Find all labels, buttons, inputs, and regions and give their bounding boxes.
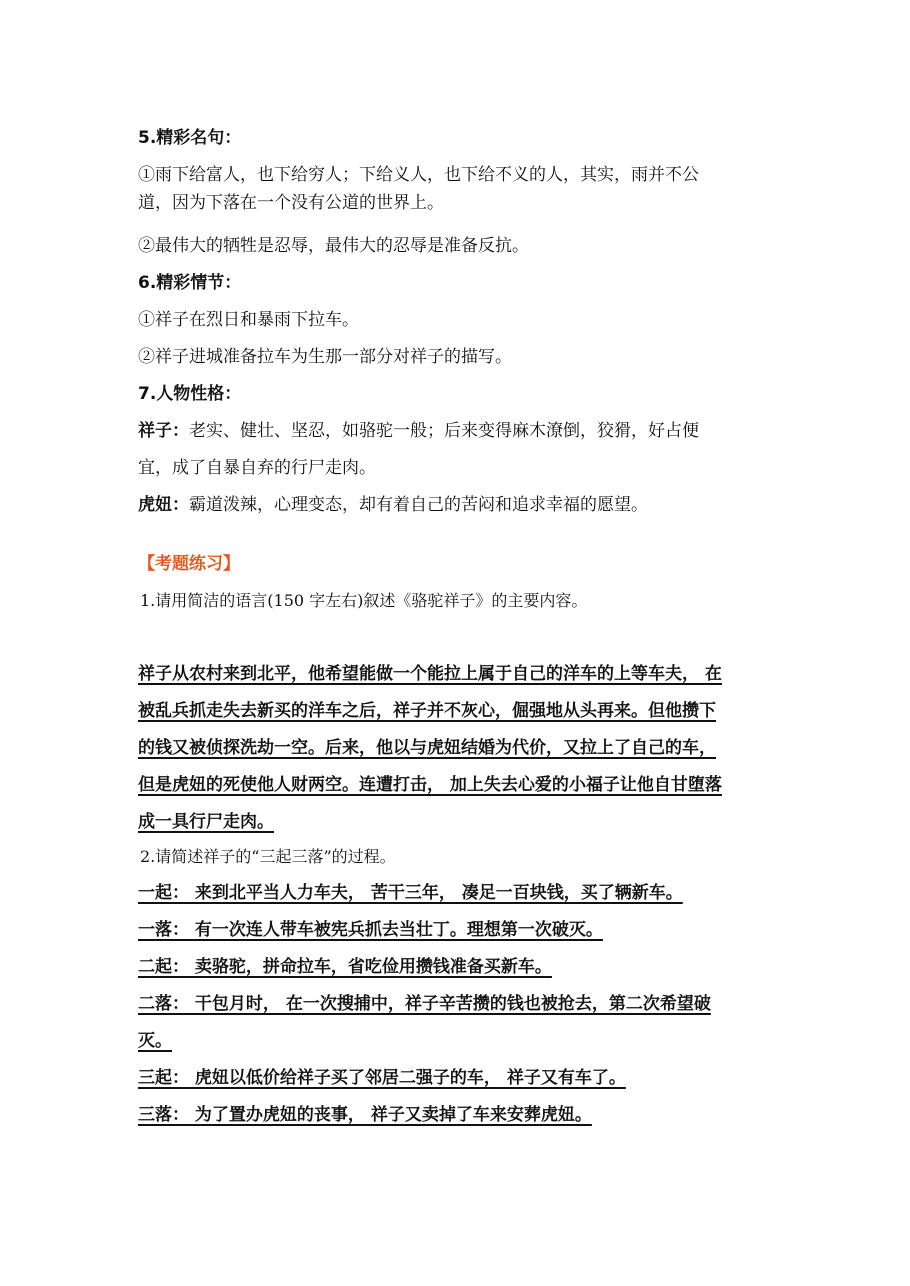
quote-1-line-1: ①雨下给富人，也下给穷人；下给义人，也下给不义的人，其实，雨并不公 [138, 165, 699, 185]
answer-1-line: 成一具行尸走肉。 [138, 812, 274, 832]
answer-2-line: 二起： 卖骆驼，拼命拉车，省吃俭用攒钱准备买新车。 [138, 957, 552, 977]
answer-2-line: 一起： 来到北平当人力车夫， 苦干三年， 凑足一百块钱，买了辆新车。 [138, 883, 683, 903]
huniu-text: 霸道泼辣，心理变态，却有着自己的苦闷和追求幸福的愿望。 [189, 495, 648, 515]
xiangzi-text: 老实、健壮、坚忍，如骆驼一般；后来变得麻木潦倒，狡猾，好占便 [189, 421, 699, 441]
answer-1-line: 的钱又被侦探洗劫一空。后来，他以与虎妞结婚为代价，又拉上了自己的车， [138, 738, 716, 758]
huniu-label: 虎妞： [138, 495, 189, 515]
answer-2-line: 一落： 有一次连人带车被宪兵抓去当壮丁。理想第一次破灭。 [138, 920, 603, 940]
quote-1-line-2: 道，因为下落在一个没有公道的世界上。 [138, 193, 444, 213]
section-6-heading: 6.精彩情节： [138, 273, 242, 293]
answer-2-line: 灭。 [138, 1031, 172, 1051]
section-7-heading: 7.人物性格： [138, 384, 242, 404]
question-1: 1.请用简洁的语言(150 字左右)叙述《骆驼祥子》的主要内容。 [140, 591, 588, 610]
xiangzi-character-line-1 [138, 418, 699, 444]
quote-2: ②最伟大的牺牲是忍辱，最伟大的忍辱是准备反抗。 [138, 236, 529, 256]
section-5-heading: 5.精彩名句： [138, 128, 242, 148]
huniu-character-line [138, 492, 648, 518]
plot-item-1: ①祥子在烈日和暴雨下拉车。 [138, 310, 359, 330]
answer-1-line: 祥子从农村来到北平，他希望能做一个能拉上属于自己的洋车的上等车夫， 在 [138, 664, 722, 684]
answer-2-line: 三落： 为了置办虎妞的丧事， 祥子又卖掉了车来安葬虎妞。 [138, 1105, 592, 1125]
answer-2-line: 三起： 虎妞以低价给祥子买了邻居二强子的车， 祥子又有车了。 [138, 1068, 626, 1088]
xiangzi-character-line-2: 宜，成了自暴自弃的行尸走肉。 [138, 458, 376, 478]
practice-heading: 【考题练习】 [138, 554, 240, 574]
answer-2-line: 二落： 干包月时， 在一次搜捕中，祥子辛苦攒的钱也被抢去，第二次希望破 [138, 994, 711, 1014]
xiangzi-label: 祥子： [138, 421, 189, 441]
plot-item-2: ②祥子进城准备拉车为生那一部分对祥子的描写。 [138, 347, 512, 367]
question-2: 2.请简述祥子的“三起三落”的过程。 [140, 847, 396, 866]
answer-1-line: 但是虎妞的死使他人财两空。连遭打击， 加上失去心爱的小福子让他自甘堕落 [138, 775, 722, 795]
answer-1-line: 被乱兵抓走失去新买的洋车之后，祥子并不灰心，倔强地从头再来。但他攒下 [138, 701, 716, 721]
